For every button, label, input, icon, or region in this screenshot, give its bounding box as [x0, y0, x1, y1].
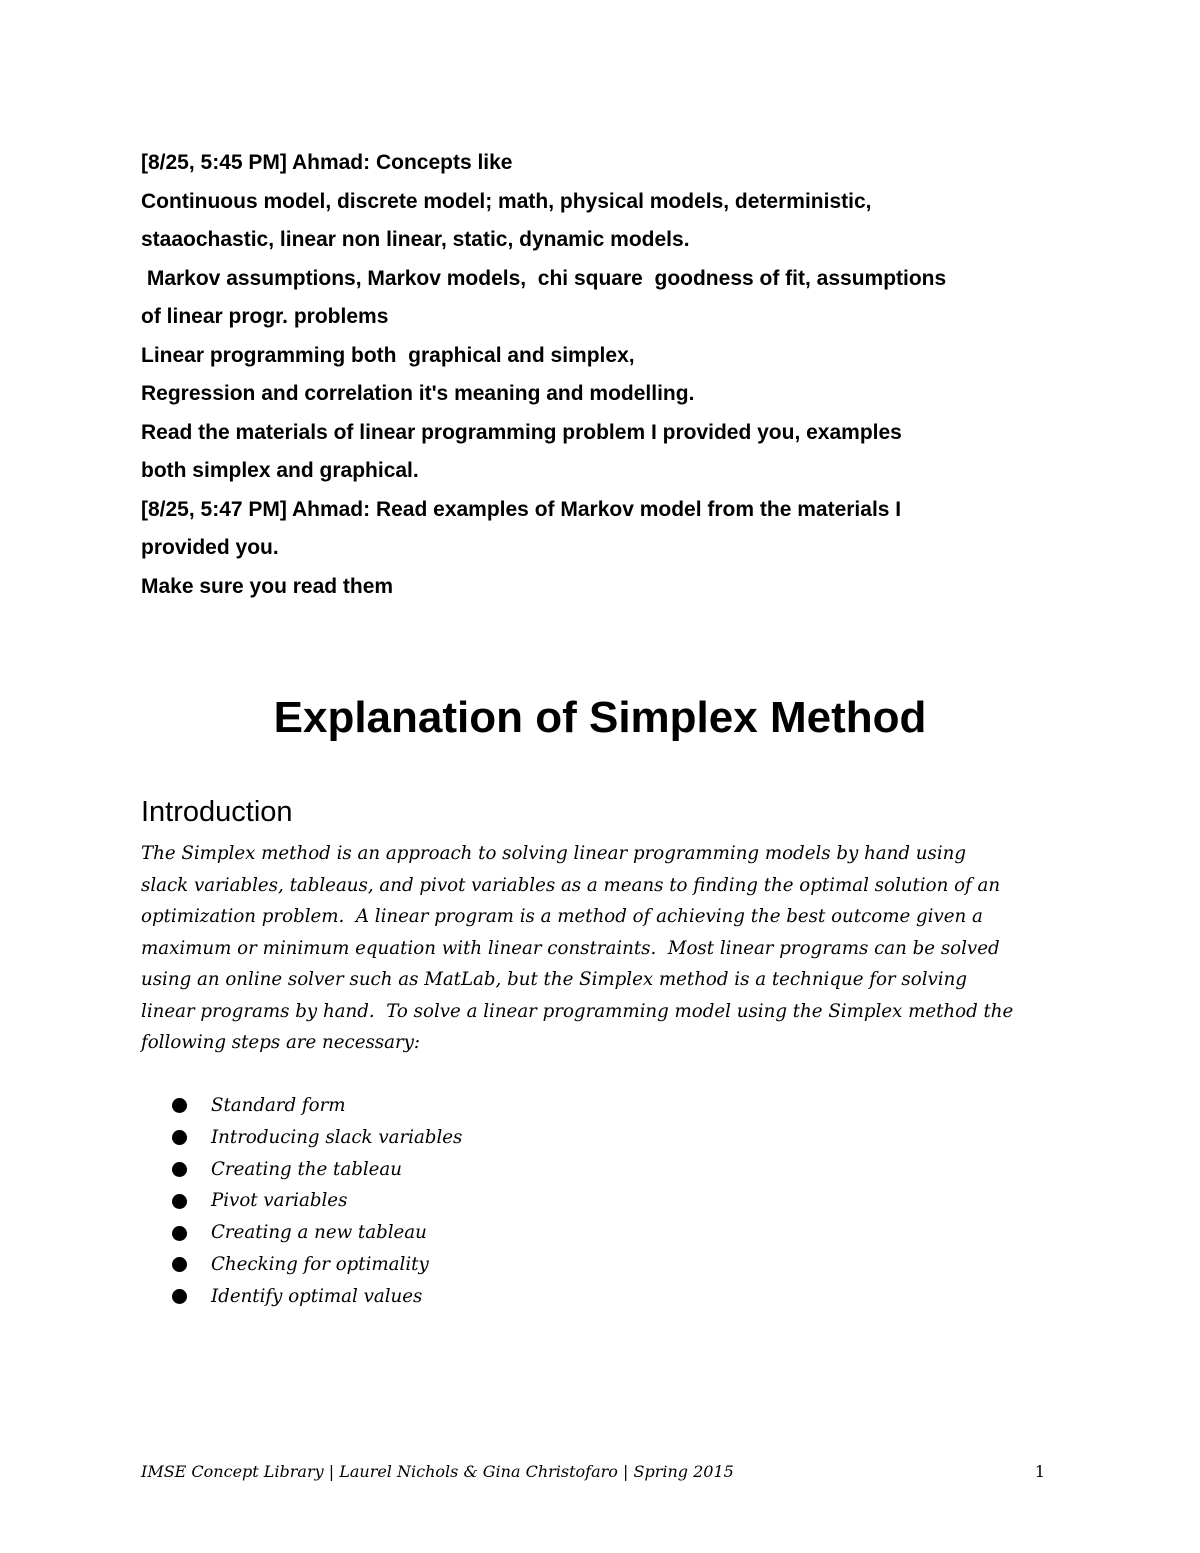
- intro-line: following steps are necessary:: [141, 1032, 421, 1053]
- intro-line: using an online solver such as MatLab, but the Simplex method is a technique for solving: [141, 969, 967, 990]
- intro-line: slack variables, tableaus, and pivot variables as a means to finding the optimal solution of an: [141, 874, 1001, 896]
- note-line: staaochastic, linear non linear, static, dynamic models.: [141, 228, 690, 251]
- list-item-label: Introducing slack variables: [211, 1126, 463, 1148]
- bullet-icon: [172, 1162, 187, 1177]
- bullet-icon: [172, 1226, 187, 1241]
- intro-paragraph: [141, 838, 1076, 1059]
- list-item: [172, 1122, 462, 1154]
- note-line: Regression and correlation it's meaning and modelling.: [141, 382, 695, 405]
- page-number: 1: [1034, 1462, 1045, 1481]
- list-item: [172, 1090, 462, 1122]
- intro-line: The Simplex method is an approach to solving linear programming models by hand using: [141, 843, 967, 864]
- list-item-label: Standard form: [211, 1095, 346, 1116]
- intro-line: linear programs by hand. To solve a linear programming model using the Simplex method the: [141, 1000, 1014, 1022]
- note-line: [8/25, 5:47 PM] Ahmad: Read examples of Markov model from the materials I: [141, 497, 902, 521]
- list-item: [172, 1154, 462, 1186]
- note-line: [8/25, 5:45 PM] Ahmad: Concepts like: [141, 151, 513, 174]
- list-item-label: Creating the tableau: [211, 1158, 402, 1180]
- footer-text: IMSE Concept Library | Laurel Nichols & Gina Christofaro | Spring 2015: [141, 1462, 734, 1481]
- list-item-label: Pivot variables: [211, 1190, 348, 1212]
- bullet-icon: [172, 1289, 187, 1304]
- chat-notes: [141, 144, 1071, 606]
- intro-line: maximum or minimum equation with linear constraints. Most linear programs can be solved: [141, 937, 1000, 959]
- bullet-icon: [172, 1257, 187, 1272]
- steps-list: [172, 1090, 462, 1313]
- list-item: [172, 1217, 462, 1249]
- section-heading-introduction: Introduction: [141, 796, 293, 828]
- list-item: [172, 1281, 462, 1313]
- list-item: [172, 1185, 462, 1217]
- list-item-label: Checking for optimality: [211, 1253, 429, 1275]
- note-line: Markov assumptions, Markov models, chi square goodness of fit, assumptions: [141, 266, 947, 290]
- bullet-icon: [172, 1098, 187, 1113]
- note-line: provided you.: [141, 536, 279, 559]
- page-title: Explanation of Simplex Method: [273, 693, 927, 742]
- list-item: [172, 1249, 462, 1281]
- list-item-label: Creating a new tableau: [211, 1222, 427, 1244]
- note-line: Continuous model, discrete model; math, physical models, deterministic,: [141, 189, 872, 213]
- note-line: Linear programming both graphical and simplex,: [141, 343, 635, 367]
- bullet-icon: [172, 1130, 187, 1145]
- note-line: both simplex and graphical.: [141, 459, 419, 482]
- list-item-label: Identify optimal values: [211, 1285, 423, 1307]
- note-line: Make sure you read them: [141, 574, 394, 598]
- bullet-icon: [172, 1194, 187, 1209]
- note-line: Read the materials of linear programming problem I provided you, examples: [141, 420, 902, 444]
- intro-line: optimization problem. A linear program is a method of achieving the best outcome given a: [141, 906, 983, 927]
- note-line: of linear progr. problems: [141, 305, 389, 328]
